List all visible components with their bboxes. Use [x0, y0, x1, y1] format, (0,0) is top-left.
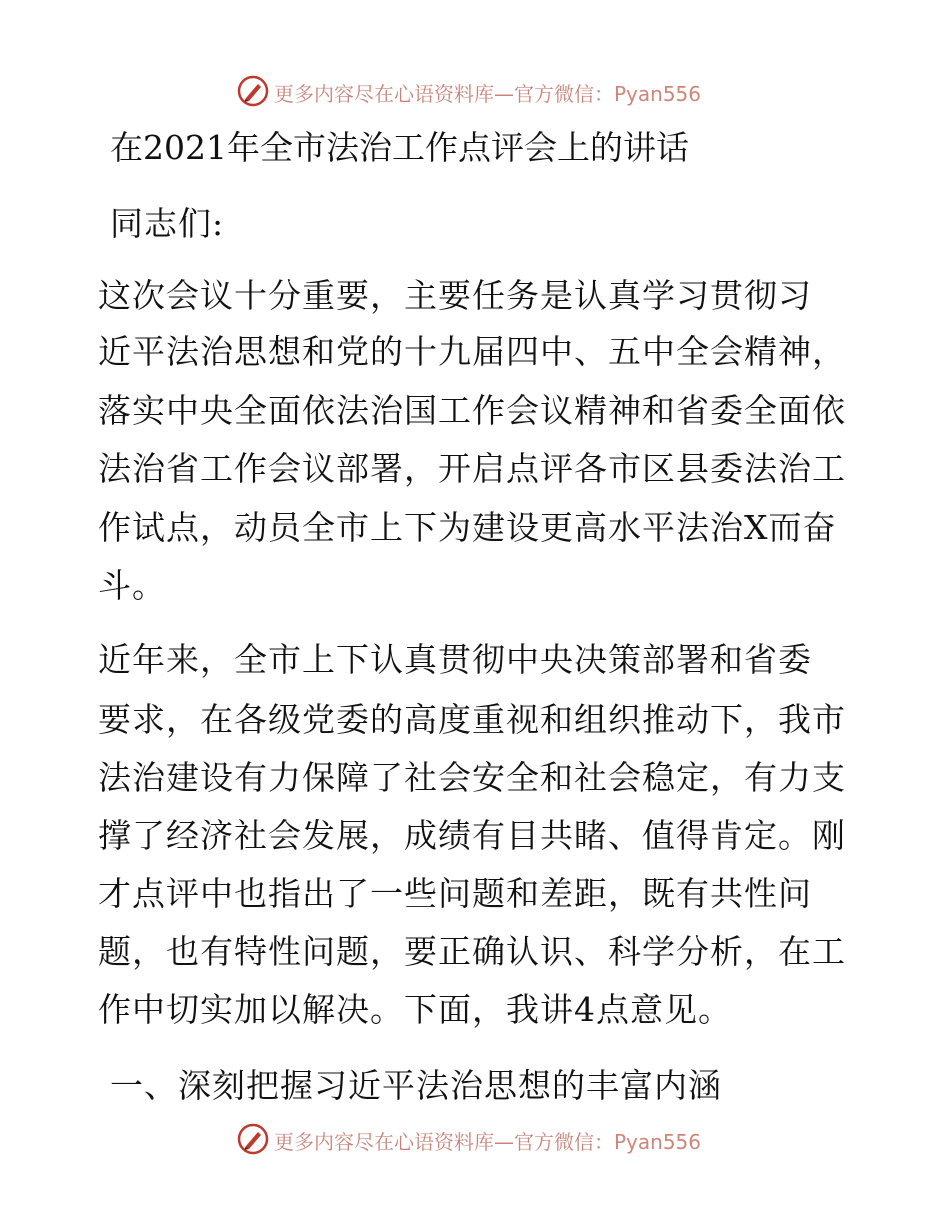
- pen-logo-icon: [236, 74, 270, 108]
- paragraph2-line: 要求，在各级党委的高度重视和组织推动下，我市: [98, 700, 846, 739]
- watermark-text: 更多内容尽在心语资料库—官方微信：Pyan556: [274, 1130, 702, 1154]
- paragraph1-line: 落实中央全面依法治国工作会议精神和省委全面依: [98, 391, 846, 430]
- paragraph2-line: 才点评中也指出了一些问题和差距，既有共性问: [98, 874, 812, 913]
- paragraph1-line: 法治省工作会议部署，开启点评各市区县委法治工: [98, 449, 846, 488]
- watermark-text: 更多内容尽在心语资料库—官方微信：Pyan556: [274, 82, 702, 106]
- paragraph1-line: 这次会议十分重要，主要任务是认真学习贯彻习: [98, 276, 812, 315]
- paragraph2-line: 近年来，全市上下认真贯彻中央决策部署和省委: [98, 640, 812, 679]
- paragraph1-line: 近平法治思想和党的十九届四中、五中全会精神，: [98, 332, 846, 371]
- watermark-footer: [0, 1120, 950, 1160]
- section-heading: 一、深刻把握习近平法治思想的丰富内涵: [110, 1066, 722, 1105]
- paragraph1-line: 作试点，动员全市上下为建设更高水平法治X而奋: [98, 508, 837, 547]
- paragraph2-line: 作中切实加以解决。下面，我讲4点意见。: [98, 990, 732, 1029]
- paragraph1-line: 斗。: [98, 566, 166, 605]
- paragraph2-line: 题，也有特性问题，要正确认识、科学分析，在工: [98, 932, 846, 971]
- greeting: 同志们:: [110, 204, 225, 243]
- document-title: 在2021年全市法治工作点评会上的讲话: [110, 128, 689, 167]
- watermark-header: [0, 72, 950, 112]
- pen-logo-icon: [236, 1122, 270, 1156]
- paragraph2-line: 撑了经济社会发展，成绩有目共睹、值得肯定。刚: [98, 816, 846, 855]
- paragraph2-line: 法治建设有力保障了社会安全和社会稳定，有力支: [98, 758, 846, 797]
